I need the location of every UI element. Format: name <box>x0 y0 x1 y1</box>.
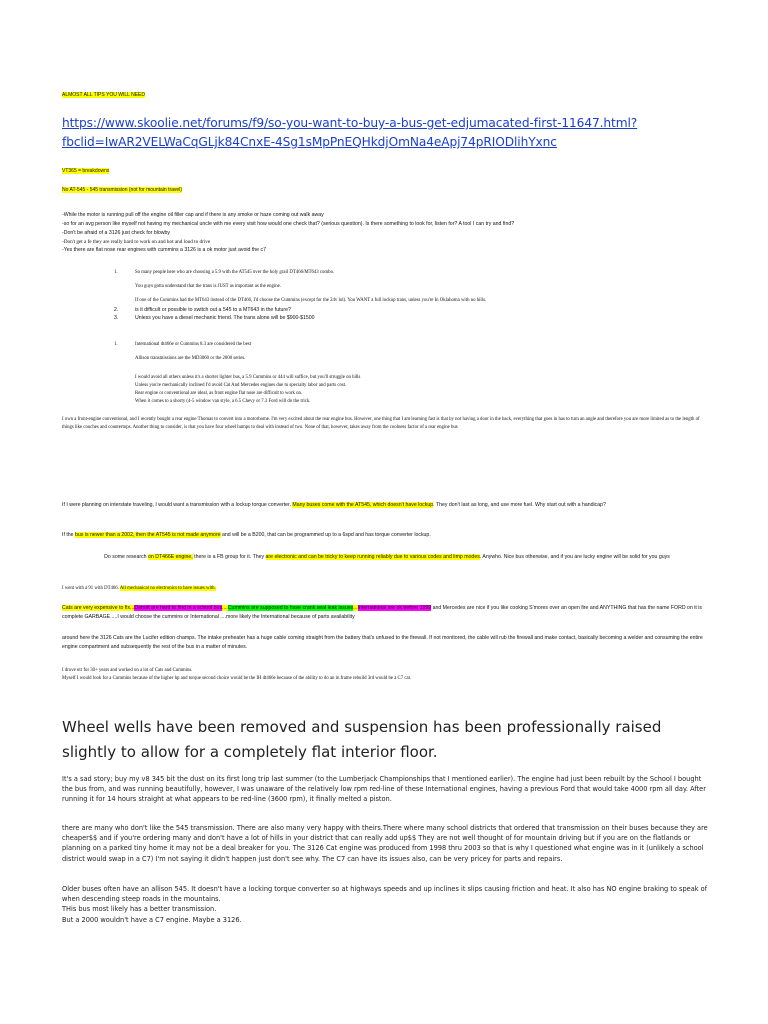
dt466e-paragraph <box>62 553 712 562</box>
list2-line: I would avoid all others unless it's a shorter lighter bus, a 5.9 Cummins or 444 will suffice, but you'll struggle on hills <box>135 375 361 380</box>
tip-line: -Don't get a fe they are really hard to work on and hot and loud to drive <box>62 239 211 245</box>
no-at545-text: No AT-545 - 545 transmission (not for mountain travel) <box>62 187 182 193</box>
older-buses-paragraph <box>62 884 712 925</box>
tip-line: -so for an avg person like myself not having my mechanical uncle with me every visit how would one check that? (serious question). Is there something to look for, listen for? A tool I can try and find? <box>62 221 515 227</box>
older-line: THis bus most likely has a better transmission. <box>62 905 217 914</box>
went-with-highlight: All mechanical no electronics to have issues with. <box>119 586 216 591</box>
cats-dots: .... <box>222 605 228 611</box>
list1-number-2: 2. <box>114 307 119 313</box>
list1-number-1: 1. <box>114 270 118 275</box>
drove-otr-line: I drove otr for 30+ years and worked on a lot of Cats and Cummins. <box>62 668 193 673</box>
cats-paragraph <box>62 604 712 622</box>
list2-lines <box>135 374 695 406</box>
older-line: But a 2000 wouldn't have a C7 engine. Maybe a 3126. <box>62 915 242 924</box>
list1-item-3: Unless you have a diesel mechanic friend. The trans alone will be $900-$1500 <box>135 315 315 321</box>
dt466e-text-a: Do some research <box>104 554 148 560</box>
vt365-text: VT365 = breakdowns <box>62 168 110 174</box>
interstate-text-c: . They don't last as long, and use more fuel. Why start out with a handicap? <box>433 502 606 508</box>
list2-item-1b: Allison transmissions are the MD3060 or the 2000 series. <box>135 356 246 361</box>
cats-highlight-1: Cats are very expensive to fix... <box>62 605 135 611</box>
cats-highlight-2: Detroit are hard to find in a school bus <box>134 605 223 611</box>
tip-line: -Yes there are flat nose rear engines with cummins a 3126 is a ok motor just avoid the c7 <box>62 247 266 253</box>
newer2002-highlight: bus is newer than a 2002, then the AT545 is not made anymore <box>74 532 221 538</box>
no-at545-line <box>62 187 712 194</box>
interstate-text-a: If I were planning on interstate traveling, I would want a transmission with a lockup torque converter. <box>62 502 293 508</box>
title-line-text: ALMOST ALL TIPS YOU WILL NEED <box>62 92 145 98</box>
list1-item-1: So many people here who are choosing a 5.9 with the AT545 over the holy grail DT466/MT643 combo. <box>135 270 335 275</box>
newer2002-paragraph <box>62 531 712 540</box>
cats-highlight-4: International are ok before 1999 <box>357 605 432 611</box>
older-line: Older buses often have an allison 545. It doesn't have a locking torque converter so at highways speeds and up inclines it slips causing friction and heat. It also has NO engine braking to speak of when descending steep roads in the mountains. <box>62 885 708 904</box>
tips-list <box>62 211 712 255</box>
list1-item-1b: You guys gotta understand that the trans is JUST as important as the engine. <box>135 284 281 289</box>
cats-highlight-3: Cummins are supposed to have crank seal leak issues <box>227 605 354 611</box>
cat3126-paragraph: around here the 3126 Cats are the Lucifer edition champs. The intake preheater has a huge cable coming straight from the battery that's unfused to the firewall. If not monitored, the cable will rub the firewall and make contact, basically becoming a welder and consuming the entire engine compartment and subsequently the rest of the bus in a matter of minutes. <box>62 635 703 650</box>
list2-line: When it comes to a shorty (4-5 window van style, a 6.5 Chevy or 7.3 Ford will do the trick. <box>135 399 311 404</box>
section-heading: Wheel wells have been removed and suspension has been professionally raised slightly to allow for a completely flat interior floor. <box>62 718 662 761</box>
interstate-paragraph <box>62 501 712 510</box>
dt466e-highlight-1: on DT466E engine, <box>147 554 193 560</box>
drove-otr-paragraph <box>62 667 712 683</box>
cats-text: and Mercedes are nice if you like cooking S'mores over an open fire and ANYTHING that has the name FORD on it is complete GARBAGE.....I would choose the cummins or International ....more likely the International because of parts availability <box>62 605 702 620</box>
tip-line: -Don't be afraid of a 3126 just check for blowby <box>62 230 170 236</box>
tip-line: -While the motor is running pull off the engine oil filler cap and if there is any smoke or haze coming out walk away <box>62 212 324 218</box>
list2-number-1: 1. <box>114 342 118 347</box>
skoolie-link[interactable]: https://www.skoolie.net/forums/f9/so-you-want-to-buy-a-bus-get-edjumacated-first-11647.html?fbclid=IwAR2VELWaCqGLjk84CnxE-4Sg1sMpPnEQHkdjOmNa4eApj74pRIODlihYxnc <box>62 116 638 149</box>
cats-dots-2: ... <box>353 605 358 611</box>
front-engine-paragraph: I own a front-engine conventional, and I recently bought a rear engine Thomas to convert into a motorhome. I'm very excited about the rear engine bus. However, one thing that I am learning fast is that by not having a door in the back, everything that goes in has to turn an angle and therefore you are more limited as to the length of things like couches and countertops. Another thing to consider, is that you have four wheel humps to deal with instead of two. None of that, however, takes away from the coolness factor of a rear engine bus <box>62 417 700 430</box>
list2-item-1: International dt466e or Cummins 8.3 are considered the best <box>135 342 252 347</box>
newer2002-text-a: If the <box>62 532 75 538</box>
transmission-paragraph: there are many who don't like the 545 transmission. There are also many very happy with theirs.There where many school districts that ordered that transmission on their buses because they are cheaper$$ and if you're ordering many and don't have a lot of hills in your district that can really add up$$ They are not well thought of for mountain driving but if you are on the flatlands or planning on a parked tiny home it may not be a deal breaker for you. The 3126 Cat engine was produced from 1998 thru 2003 so that is why I questioned what engine was in it (unlikely a school district would swap in a C7) I'm not saying it didn't happen just don't see why. The C7 can have its issues also, can be very pricey for parts and repairs. <box>62 824 708 863</box>
title-line <box>62 92 712 99</box>
dt466e-text-c: there is a FB group for it. They <box>192 554 266 560</box>
interstate-highlight: Many buses come with the AT545, which doesn't have lockup <box>292 502 434 508</box>
list1-number-3: 3. <box>114 315 119 321</box>
list2-line: Rear engine or conventional are ideal, as front engine flat nose are difficult to work on. <box>135 391 303 396</box>
dt466e-highlight-2: are electronic and can be tricky to keep running reliably due to various codes and limp modes <box>265 554 480 560</box>
drove-otr-line: Myself I would look for a Cummins because of the higher hp and torque second choice would be the IH dt466e because of the ability to do an in frame rebuild 3rd would be a C7 cat. <box>62 676 412 681</box>
vt365-line <box>62 168 712 175</box>
story-paragraph: It's a sad story; buy my v8 345 bit the dust on its first long trip last summer (to the Lumberjack Championships that I mentioned earlier). The engine had just been rebuilt by the School I bought the bus from, and was running beautifully, however, I was unaware of the relatively low rpm red-line of these International engines, having a previous Ford that would take 4000 rpm all day. After running it for 14 hours straight at what appears to be red-line (3600 rpm), it finally melted a piston. <box>62 775 706 804</box>
newer2002-text-c: and will be a B200, that can be programmed up to a 6spd and has torque converter lockup. <box>220 532 431 538</box>
list1-item-2: is it difficult or possible to switch out a 545 to a MT643 in the future? <box>135 307 291 313</box>
list1-item-1c: If one of the Cummins had the MT643 instead of the DT466, I'd choose the Cummins (except for the 24v lol). You WANT a full lockup trans, unless you're In Oklahoma with no hills. <box>135 298 487 303</box>
went-with-paragraph <box>62 585 712 593</box>
went-with-text: I went with a 91 with DT466. <box>62 586 120 591</box>
dt466e-text-e: . Anywho. Nice bus otherwise, and if you are lucky engine will be solid for you guys <box>479 554 670 560</box>
list2-line: Unless you're mechanically inclined I'd avoid Cat And Mercedes engines due to specialty labor and parts cost. <box>135 383 347 388</box>
